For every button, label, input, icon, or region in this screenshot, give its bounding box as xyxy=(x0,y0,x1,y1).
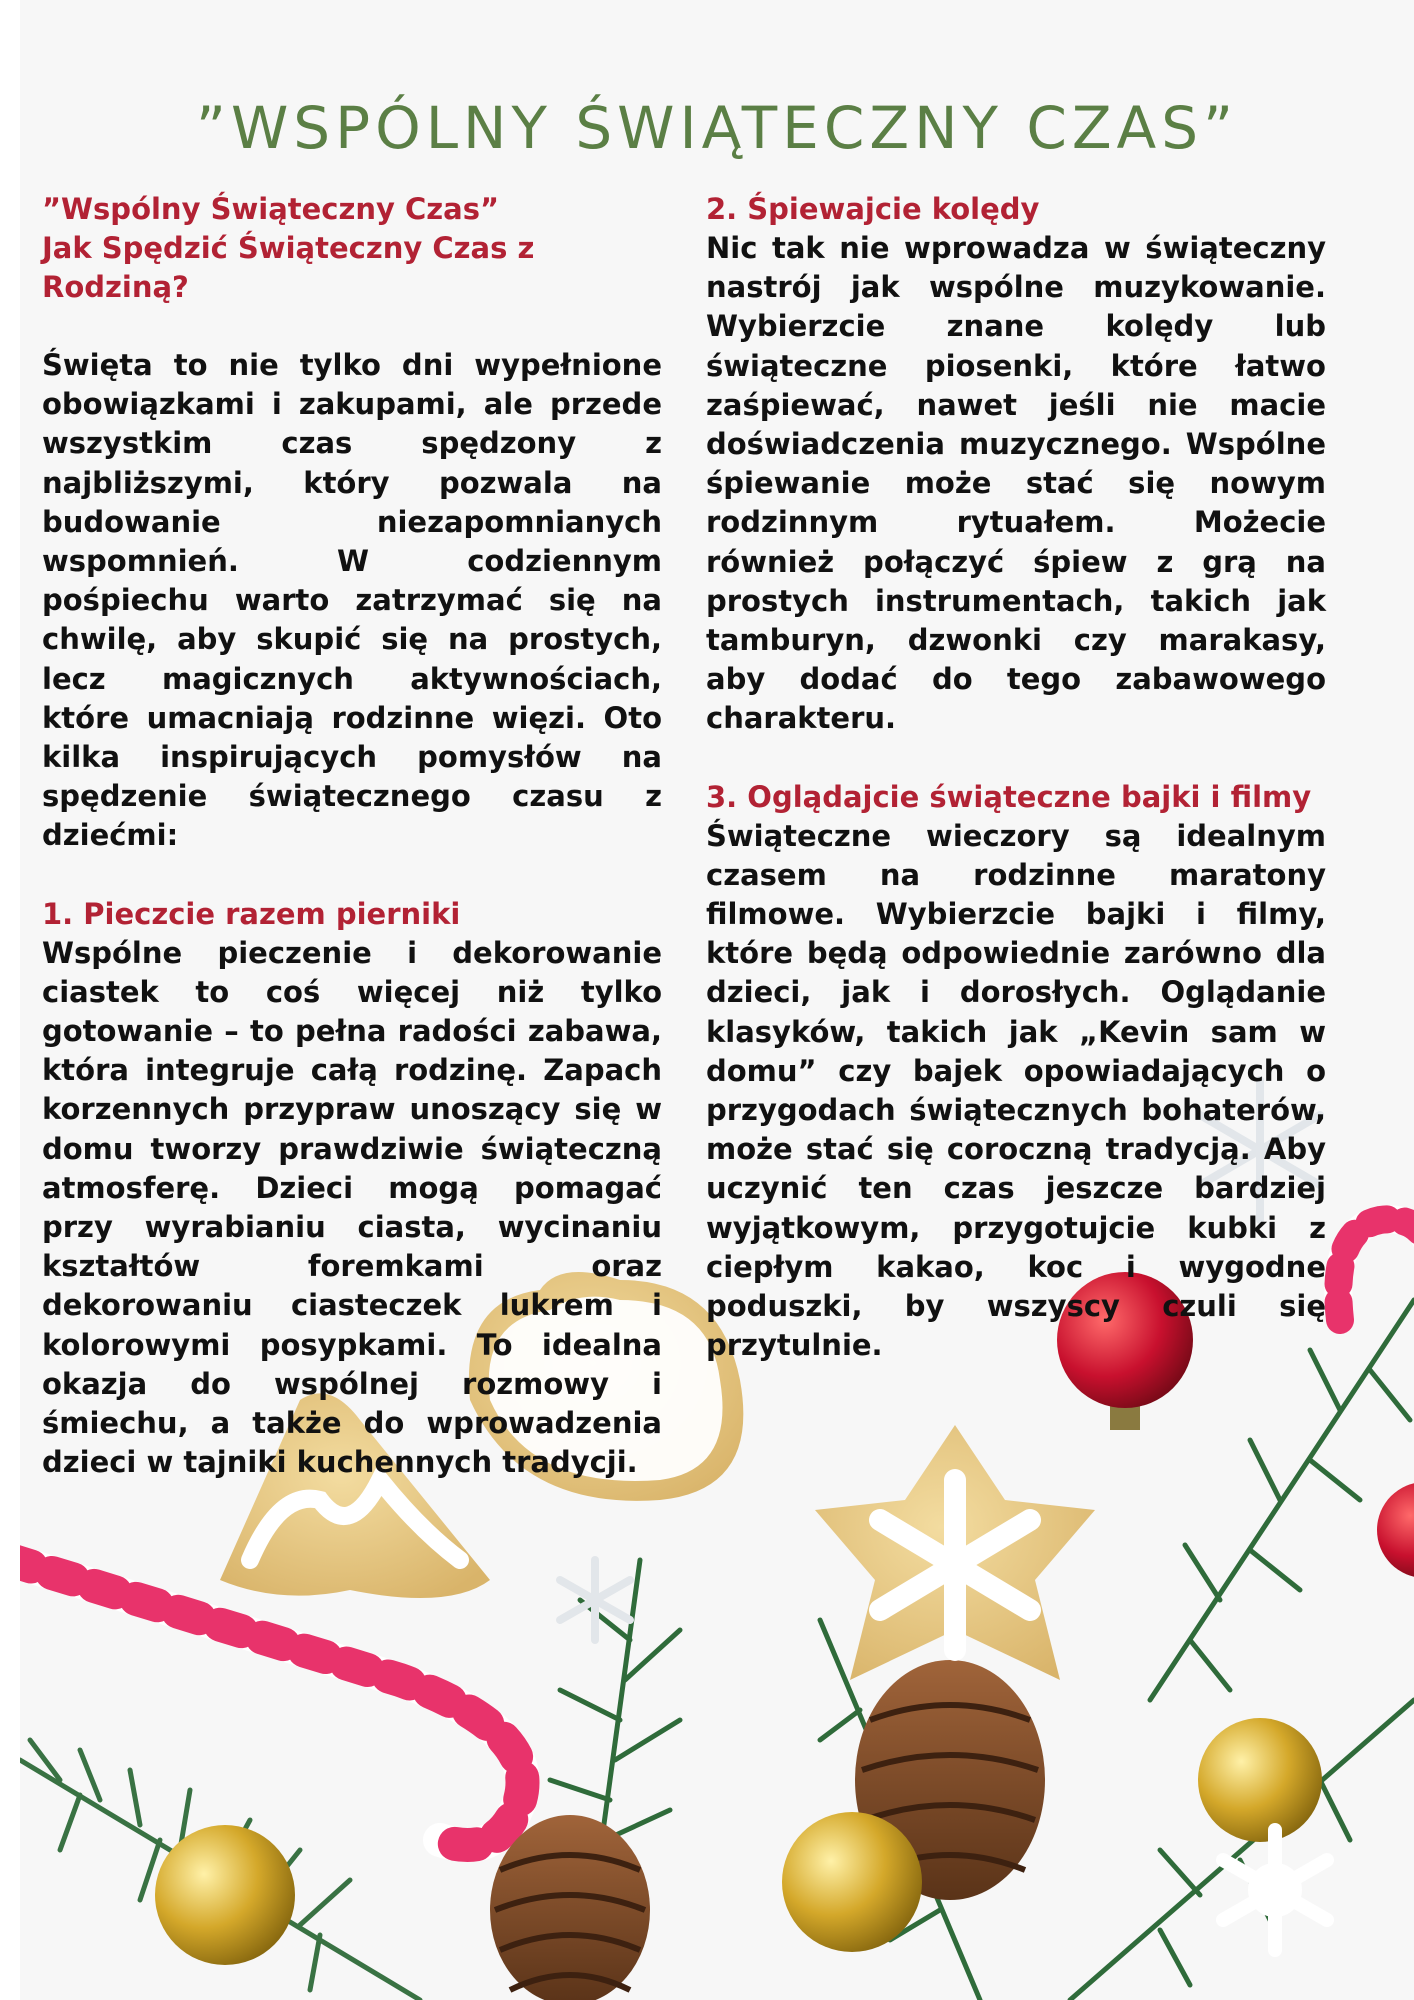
section2-heading: 2. Śpiewajcie kolędy xyxy=(706,192,1040,226)
cookie-star xyxy=(815,1425,1095,1680)
page xyxy=(20,0,1414,2000)
bauble-red-edge xyxy=(1377,1482,1414,1578)
right-column xyxy=(706,190,1326,1365)
section3-heading: 3. Oglądajcie świąteczne bajki i filmy xyxy=(706,779,1312,814)
page-title: ”WSPÓLNY ŚWIĄTECZNY CZAS” xyxy=(195,94,1239,162)
section2-paragraph: Nic tak nie wprowadza w świąteczny nastrój jak wspólne muzykowanie. Wybierzcie znane kolędy lub świąteczne piosenki, które łatwo zaśpiewać, nawet jeśli nie macie doświadczenia muzycznego. Wspólne śpiewanie może stać się nowym rodzinnym rytuałem. Możecie również połączyć śpiew z grą na prostych instrumentach, takich jak tamburyn, dzwonki czy marakasy, aby dodać do tego zabawowego charakteru. xyxy=(706,231,1326,736)
intro-paragraph: Święta to nie tylko dni wypełnione obowiązkami i zakupami, ale przede wszystkim czas spędzony z najbliższymi, który pozwala na budowanie niezapomnianych wspomnień. W codziennym pośpiechu warto zatrzymać się na chwilę, aby skupić się na prostych, lecz magicznych aktywnościach, które umacniają rodzinne więzi. Oto kilka inspirujących pomysłów na spędzenie świątecznego czasu z dziećmi: xyxy=(42,348,662,853)
section1-paragraph: Wspólne pieczenie i dekorowanie ciastek to coś więcej niż tylko gotowanie – to pełna radości zabawa, która integruje całą rodzinę. Zapach korzennych przypraw unoszący się w domu tworzy prawdziwie świąteczną atmosferę. Dzieci mogą pomagać przy wyrabianiu ciasta, wycinaniu kształtów foremkami oraz dekorowaniu ciasteczek lukrem i kolorowymi posypkami. To idealna okazja do wspólnej rozmowy i śmiechu, a także do wprowadzenia dzieci w tajniki kuchennych tradycji. xyxy=(42,935,662,1480)
pine-cone-left xyxy=(490,1815,650,2000)
section3-paragraph: Świąteczne wieczory są idealnym czasem na rodzinne maratony filmowe. Wybierzcie bajki i filmy, które będą odpowiednie zarówno dla dzieci, jak i dorosłych. Oglądanie klasyków, takich jak „Kevin sam w domu” czy bajek opowiadających o przygodach świątecznych bohaterów, może stać się coroczną tradycją. Aby uczynić ten czas jeszcze bardziej wyjątkowym, przygotujcie kubki z ciepłym kakao, koc i wygodne poduszki, by wszyscy czuli się przytulnie. xyxy=(706,818,1326,1363)
left-column xyxy=(42,190,662,1482)
snowflake-white xyxy=(1223,1830,1327,1950)
bauble-gold-right xyxy=(1198,1718,1322,1842)
candy-cane-left xyxy=(20,1560,523,1845)
bauble-gold-left xyxy=(155,1825,295,1965)
article-heading-line2: Jak Spędzić Świąteczny Czas z Rodziną? xyxy=(42,231,535,304)
bauble-gold-center xyxy=(782,1812,922,1952)
snowflake-small xyxy=(560,1560,630,1640)
article-heading-line1: ”Wspólny Świąteczny Czas” xyxy=(42,192,500,226)
section1-heading: 1. Pieczcie razem pierniki xyxy=(42,896,461,931)
candy-cane-right xyxy=(1338,1219,1414,1320)
